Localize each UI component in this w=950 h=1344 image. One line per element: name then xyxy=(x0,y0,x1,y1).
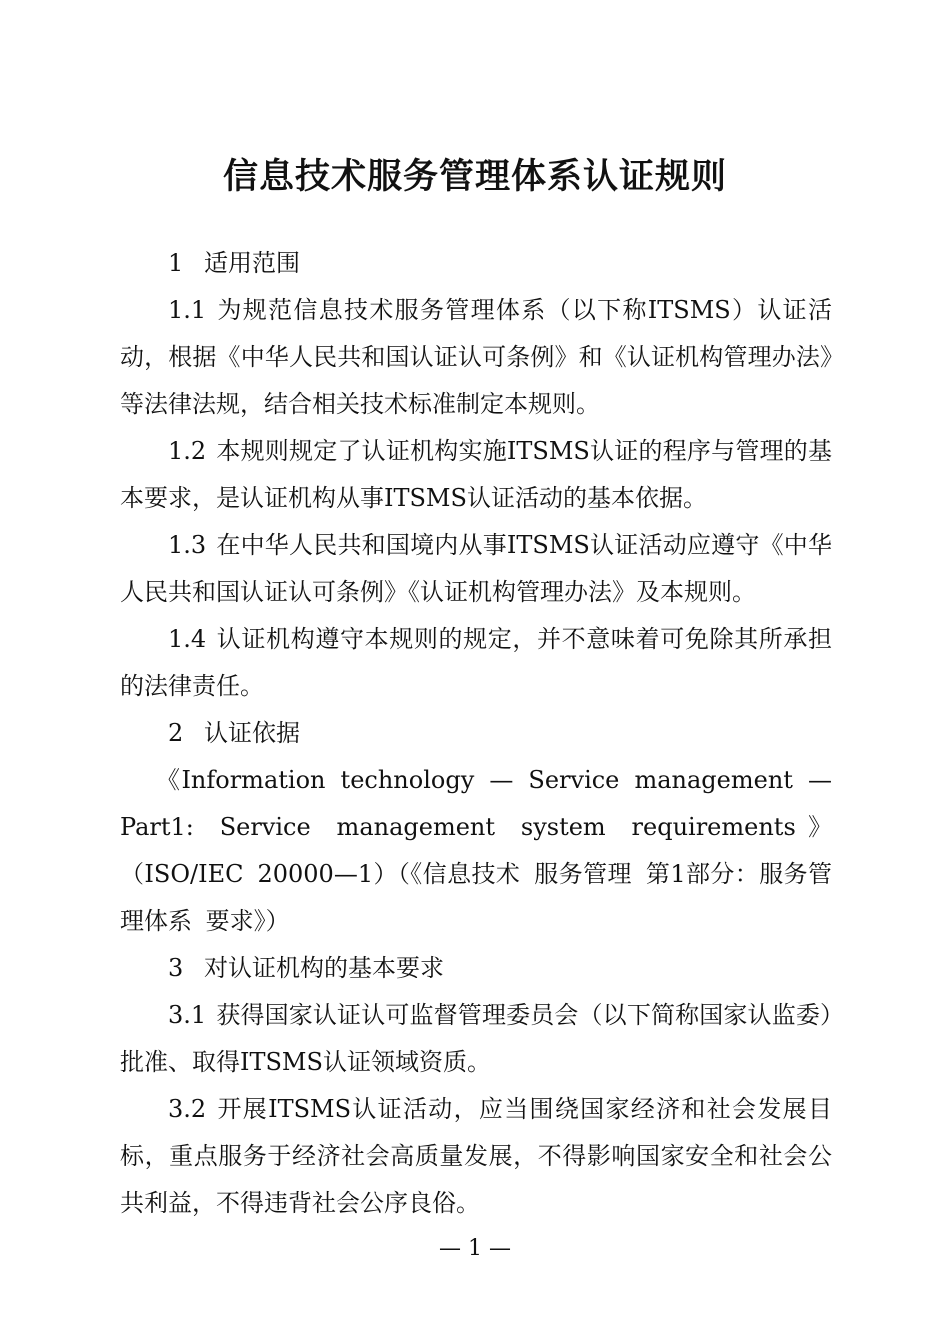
paragraph-1-2 xyxy=(120,428,832,522)
section-title: 对认证机构的基本要求 xyxy=(204,954,444,982)
paragraph-text: 开展ITSMS认证活动，应当围绕国家经济和社会发展目标，重点服务于经济社会高质量发展，不得影响国家安全和社会公共利益，不得违背社会公序良俗。 xyxy=(120,1095,832,1217)
document-body xyxy=(120,240,832,1227)
paragraph-number: 1.2 xyxy=(168,437,207,465)
paragraph-number: 1.4 xyxy=(168,625,207,653)
paragraph-1-1 xyxy=(120,287,832,428)
document-title: 信息技术服务管理体系认证规则 xyxy=(222,157,727,197)
paragraph-text: 认证机构遵守本规则的规定，并不意味着可免除其所承担的法律责任。 xyxy=(120,625,832,700)
paragraph-number: 3.1 xyxy=(168,1001,207,1029)
section-3-heading xyxy=(120,945,832,992)
paragraph-text: 在中华人民共和国境内从事ITSMS认证活动应遵守《中华人民共和国认证认可条例》《认证机构管理办法》及本规则。 xyxy=(120,531,832,606)
section-number: 2 xyxy=(168,719,184,747)
paragraph-text: 获得国家认证认可监督管理委员会（以下简称国家认监委）批准、取得ITSMS认证领域资质。 xyxy=(120,1001,832,1076)
page-number: — 1 — xyxy=(439,1236,511,1261)
paragraph-number: 1.3 xyxy=(168,531,207,559)
paragraph-1-4 xyxy=(120,616,832,710)
paragraph-text: 为规范信息技术服务管理体系（以下称ITSMS）认证活动，根据《中华人民共和国认证认可条例》和《认证机构管理办法》等法律法规，结合相关技术标准制定本规则。 xyxy=(120,296,832,418)
section-title: 认证依据 xyxy=(204,719,300,747)
section-title: 适用范围 xyxy=(204,249,300,277)
paragraph-number: 1.1 xyxy=(168,296,207,324)
paragraph-text: 本规则规定了认证机构实施ITSMS认证的程序与管理的基本要求，是认证机构从事ITSMS认证活动的基本依据。 xyxy=(120,437,832,512)
paragraph-number: 3.2 xyxy=(168,1095,207,1123)
section-number: 1 xyxy=(168,249,184,277)
certification-basis-text: 《Information technology — Service management — Part1: Service management system requirements》（ISO/IEC 20000—1）（《信息技术 服务管理 第1部分：服务管理体系 要求》） xyxy=(120,766,832,935)
section-2-heading xyxy=(120,710,832,757)
section-1-heading xyxy=(120,240,832,287)
section-number: 3 xyxy=(168,954,184,982)
paragraph-3-2 xyxy=(120,1086,832,1227)
paragraph-1-3 xyxy=(120,522,832,616)
paragraph-3-1 xyxy=(120,992,832,1086)
